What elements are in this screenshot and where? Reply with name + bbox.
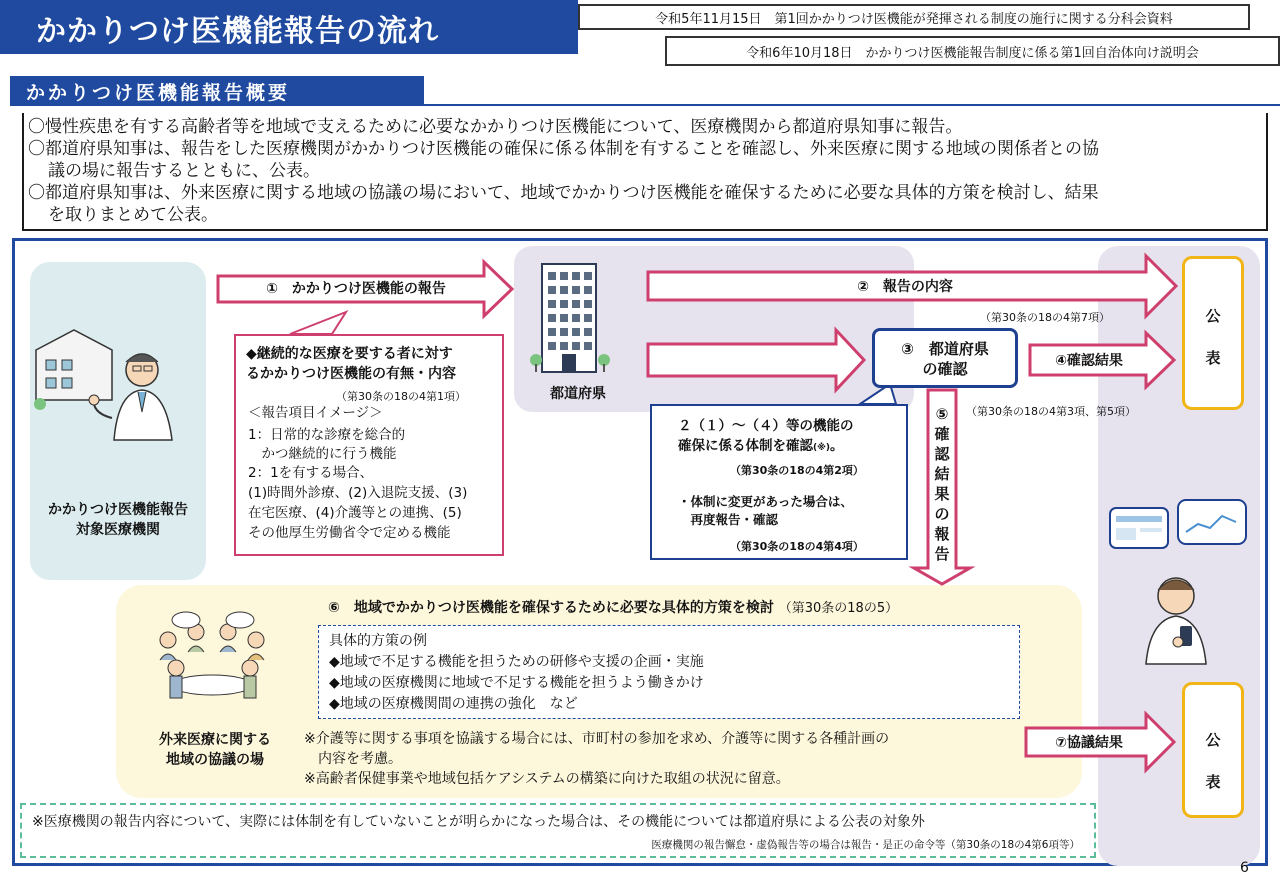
step3-box: [872, 328, 1018, 388]
doctor-clinic-icon: [34, 330, 172, 440]
step6-title: [328, 598, 898, 619]
confirm-line-1: ２（１）～（４）等の機能の: [678, 418, 854, 434]
report-item-line: 1：日常的な診療を総合的: [248, 427, 406, 443]
report-item-line: 2：1を有する場合、: [248, 465, 374, 481]
step5-char: ⑤: [935, 405, 949, 423]
public-box-bottom: [1182, 682, 1244, 818]
report-item-line: 在宅医療、(4)介護等との連携、(5): [248, 505, 462, 521]
overview-heading: かかりつけ医機能報告概要: [26, 82, 291, 104]
public-char: 公: [1205, 307, 1221, 325]
step2-label: ② 報告の内容: [857, 279, 953, 295]
step6-title-text: ⑥ 地域でかかりつけ医機能を確保するために必要な具体的方策を検討: [328, 600, 774, 616]
example-item: ◆地域で不足する機能を担うための研修や支援の企画・実施: [329, 654, 704, 670]
step6-note-3: ※高齢者保健事業や地域包括ケアシステムの構築に向けた取組の状況に留意。: [304, 771, 790, 787]
confirm-line-2: [678, 436, 843, 458]
summary-line-3: 議の場に報告するとともに、公表。: [48, 161, 320, 181]
clinic-label: [30, 500, 206, 540]
clinic-label-line-1: かかりつけ医機能報告: [48, 502, 188, 518]
summary-line-5: を取りまとめて公表。: [48, 205, 218, 225]
step6-article: （第30条の18の5）: [778, 601, 899, 616]
confirm-line-2-text: 確保に係る体制を確認: [678, 438, 813, 454]
page-title: かかりつけ医機能報告の流れ: [36, 14, 439, 49]
step5-char: 告: [934, 545, 950, 563]
step3-arrow: [648, 330, 864, 390]
report-items-article: （第30条の18の4第1項）: [336, 390, 466, 403]
confirm-line-4: 再度報告・確認: [678, 512, 779, 527]
footer-note: ※医療機関の報告内容について、実際には体制を有していないことが明らかになった場合は、その機能については都道府県による公表の対象外: [32, 814, 925, 830]
step5-char: 確: [934, 425, 950, 443]
prefecture-building-icon: [530, 264, 610, 372]
example-item: ◆地域の医療機関間の連携の強化 など: [329, 696, 578, 712]
step1-label: ① かかりつけ医機能の報告: [266, 281, 446, 297]
report-items-box: [234, 334, 504, 556]
step4-article: （第30条の18の4第3項、第5項）: [966, 405, 1136, 418]
prefecture-label: 都道府県: [550, 386, 606, 402]
confirm-article-2: （第30条の18の4第4項）: [730, 540, 864, 553]
clinic-label-line-2: 対象医療機関: [76, 522, 160, 538]
report-item-line: その他厚生労働省令で定める機能: [248, 525, 451, 541]
council-label: [140, 730, 290, 770]
examples-box: [318, 625, 1020, 719]
reference-box-2: 令和6年10月18日 かかりつけ医機能報告制度に係る第1回自治体向け説明会: [665, 36, 1280, 66]
footer-note-box: [20, 803, 1096, 858]
council-people-icon: [160, 612, 264, 698]
example-item: ◆地域の医療機関に地域で不足する機能を担うよう働きかけ: [329, 675, 704, 691]
council-label-line-1: 外来医療に関する: [159, 732, 271, 748]
step2-article: （第30条の18の4第7項）: [980, 311, 1110, 324]
public-char: 公: [1205, 731, 1221, 749]
report-items-heading-1: ◆継続的な医療を要する者に対す: [246, 346, 453, 362]
examples-heading: 具体的方策の例: [329, 633, 427, 649]
confirm-note-mark: (※): [813, 443, 830, 453]
confirm-line-2-end: 。: [829, 438, 844, 454]
report-items-image-title: ＜報告項目イメージ＞: [248, 405, 383, 421]
step6-note-2: 内容を考慮。: [304, 751, 402, 767]
step7-label: ⑦協議結果: [1055, 735, 1123, 751]
citizen-smartphone-icon: [1110, 500, 1246, 664]
summary-line-2: 〇都道府県知事は、報告をした医療機関がかかりつけ医機能の確保に係る体制を有することを確認し、外来医療に関する地域の関係者との協: [28, 139, 1099, 159]
step6-note-1: ※介護等に関する事項を協議する場合には、市町村の参加を求め、介護等に関する各種計画の: [304, 731, 890, 747]
step3-label-2: の確認: [922, 360, 968, 378]
confirm-detail-box: [650, 404, 908, 560]
reference-box-1: 令和5年11月15日 第1回かかりつけ医機能が発揮される制度の施行に関する分科会資料: [578, 4, 1250, 30]
step5-char: 果: [934, 485, 950, 503]
report-items-heading-2: るかかりつけ医機能の有無・内容: [246, 366, 456, 382]
council-label-line-2: 地域の協議の場: [166, 752, 264, 768]
step3-label-1: ③ 都道府県: [901, 340, 989, 358]
footer-subnote: 医療機関の報告懈怠・虚偽報告等の場合は報告・是正の命令等（第30条の18の4第6項等）: [651, 839, 1080, 851]
public-char: 表: [1205, 773, 1221, 791]
confirm-line-3: ・体制に変更があった場合は、: [678, 494, 853, 509]
step5-char: 認: [934, 445, 950, 463]
page-number: 6: [1240, 860, 1249, 876]
public-box-top: [1182, 256, 1244, 410]
step5-char: の: [934, 505, 950, 523]
step5-char: 報: [934, 525, 950, 543]
step5-label: [930, 404, 954, 564]
public-char: 表: [1205, 349, 1221, 367]
step5-char: 結: [934, 465, 950, 483]
summary-line-1: 〇慢性疾患を有する高齢者等を地域で支えるために必要なかかりつけ医機能について、医療機関から都道府県知事に報告。: [28, 117, 963, 137]
report-item-line: (1)時間外診療、(2)入退院支援、(3): [248, 485, 468, 501]
confirm-article-1: （第30条の18の4第2項）: [730, 464, 864, 477]
summary-line-4: 〇都道府県知事は、外来医療に関する地域の協議の場において、地域でかかりつけ医機能を確保するために必要な具体的方策を検討し、結果: [28, 183, 1099, 203]
report-item-line: かつ継続的に行う機能: [248, 446, 397, 462]
step4-label: ④確認結果: [1055, 353, 1123, 369]
